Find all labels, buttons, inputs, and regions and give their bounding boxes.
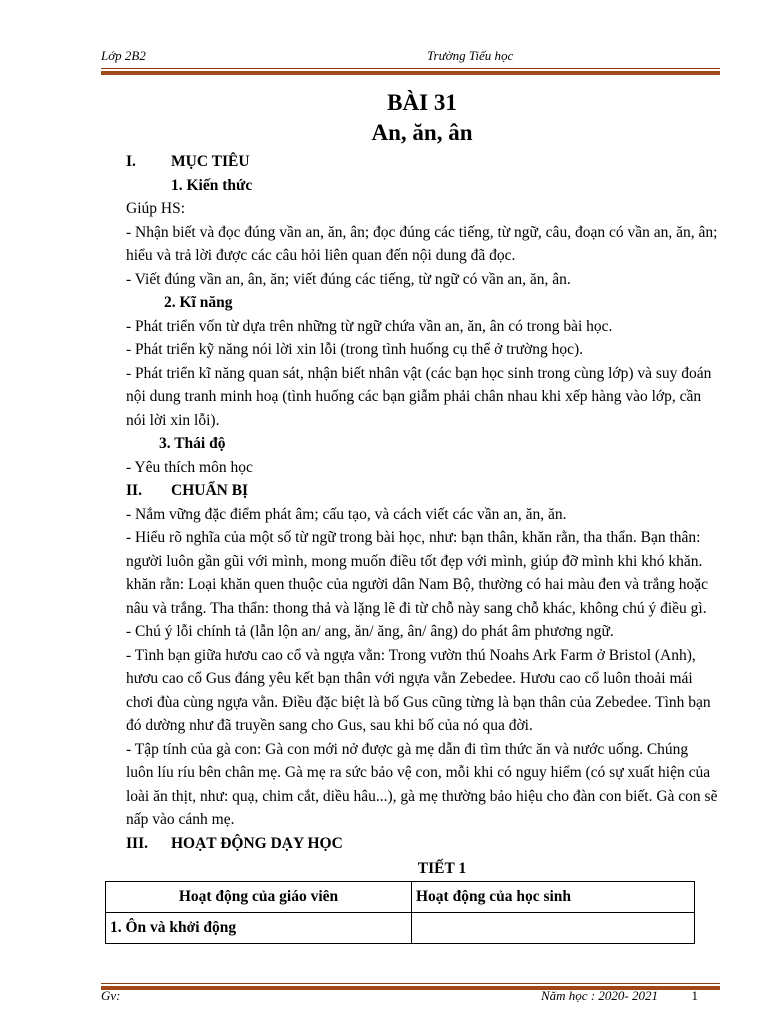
document-body <box>110 88 718 944</box>
school-year: Năm học : 2020- 2021 <box>541 988 658 1003</box>
lesson-title: An, ăn, ân <box>371 120 473 145</box>
header-rule-thin <box>101 68 720 69</box>
paragraph: - Nhận biết và đọc đúng vần an, ăn, ân; đọc đúng các tiếng, từ ngữ, câu, đoạn có vần an, ăn, ân; hiểu và trả lời được các câu hỏi liên quan đến nội dung đã đọc. <box>126 223 718 264</box>
paragraph: - Phát triển kỹ năng nói lời xin lỗi (trong tình huống cụ thể ở trường học). <box>126 341 584 358</box>
paragraph: - Phát triển kĩ năng quan sát, nhận biết nhân vật (các bạn học sinh trong cùng lớp) và suy đoán nội dung tranh minh hoạ (tình huống các bạn giẫm phải chân nhau khi xếp hàng vào lớp, cần nói lời xin lỗi). <box>126 364 712 429</box>
period-label: TIẾT 1 <box>417 860 467 877</box>
paragraph: Giúp HS: <box>126 200 185 217</box>
table-cell-empty <box>412 912 695 943</box>
paragraph: - Chú ý lỗi chính tả (lẫn lộn an/ ang, ăn/ ăng, ân/ âng) do phát âm phương ngữ. <box>126 623 614 640</box>
paragraph: - Phát triển vốn từ dựa trên những từ ngữ chứa vần an, ăn, ân có trong bài học. <box>126 317 613 335</box>
section-title: CHUẨN BỊ <box>171 482 249 499</box>
footer-rule-thin <box>101 983 720 984</box>
column-header-student: Hoạt động của học sinh <box>412 881 695 912</box>
page-number: 1 <box>691 988 698 1003</box>
teacher-label: Gv: <box>101 988 121 1003</box>
header-rule-thick <box>101 71 720 75</box>
table-header-row <box>106 881 695 912</box>
paragraph: - Viết đúng vần an, ân, ăn; viết đúng các tiếng, từ ngữ có vần an, ăn, ân. <box>126 270 571 288</box>
section-activities-heading <box>126 832 718 856</box>
lesson-number: BÀI 31 <box>387 90 457 115</box>
page-header <box>101 48 720 68</box>
subheading-attitude: 3. Thái độ <box>159 435 226 452</box>
paragraph: - Yêu thích môn học <box>126 458 253 476</box>
table-cell: 1. Ôn và khởi động <box>106 912 412 943</box>
class-label: Lớp 2B2 <box>101 48 146 63</box>
section-number: I. <box>126 153 136 170</box>
table-row <box>106 912 695 943</box>
subheading-knowledge: 1. Kiến thức <box>171 176 253 194</box>
paragraph: - Tình bạn giữa hươu cao cổ và ngựa vằn: Trong vườn thú Noahs Ark Farm ở Bristol (Anh), hươu cao cổ Gus đáng yêu kết bạn thân với ngựa vằn Zebedee. Hươu cao cổ luôn thoải mái chơi đùa cùng ngựa vằn. Điều đặc biệt là bố Gus cũng từng là bạn thân của Zebedee. Tình bạn đó dường như đã truyền sang cho Gus, sau khi bố của nó qua đời. <box>126 646 711 734</box>
subheading-skills: 2. Kĩ năng <box>164 294 233 311</box>
section-preparation-heading <box>126 479 718 503</box>
section-title: HOẠT ĐỘNG DẠY HỌC <box>171 834 343 852</box>
activity-table <box>105 881 695 944</box>
section-number: II. <box>126 482 142 499</box>
paragraph: - Tập tính của gà con: Gà con mới nở được gà mẹ dẫn đi tìm thức ăn và nước uống. Chúng luôn líu ríu bên chân mẹ. Gà mẹ ra sức bảo vệ con, mỗi khi có nguy hiểm (có sự xuất hiện của loài ăn thịt, như: quạ, chim cắt, diều hâu...), gà mẹ thường bảo hiệu cho đàn con biết. Gà con sẽ nấp vào cánh mẹ. <box>126 740 718 828</box>
section-number: III. <box>126 834 148 852</box>
school-name: Trường Tiểu học <box>427 48 514 63</box>
section-title: MỤC TIÊU <box>171 153 250 170</box>
column-header-teacher: Hoạt động của giáo viên <box>106 881 412 912</box>
paragraph: - Hiểu rõ nghĩa của một số từ ngữ trong bài học, như: bạn thân, khăn rằn, tha thẩn. Bạn thân: người luôn gần gũi với mình, mong muốn điều tốt đẹp với mình, giúp đỡ mình khi khó khăn. khăn rằn: Loại khăn quen thuộc của người dân Nam Bộ, thường có hai màu đen và trắng hoặc nâu và trắng. Tha thẩn: thong thả và lặng lẽ đi từ chỗ này sang chỗ khác, không chú ý điều gì. <box>126 529 708 617</box>
paragraph: - Nắm vững đặc điểm phát âm; cấu tạo, và cách viết các vần an, ăn, ăn. <box>126 505 567 523</box>
section-objectives-heading <box>126 150 718 174</box>
